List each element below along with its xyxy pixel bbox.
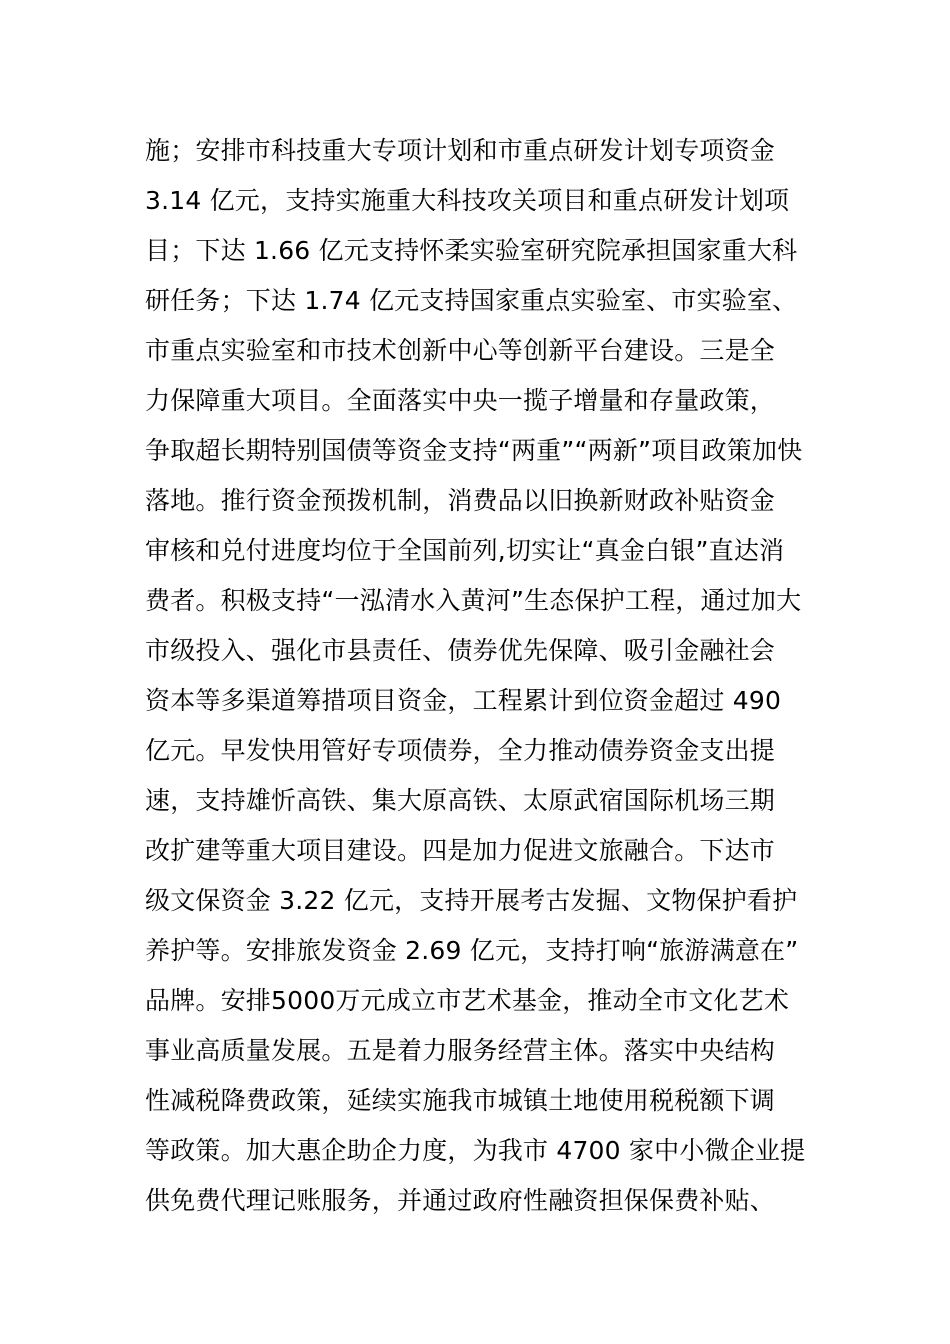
text-line: 品牌。安排5000万元成立市艺术基金，推动全市文化艺术 xyxy=(145,986,790,1015)
body-text xyxy=(145,126,825,1226)
text-line: 供免费代理记账服务，并通过政府性融资担保保费补贴、 xyxy=(145,1186,776,1215)
text-line: 审核和兑付进度均位于全国前列,切实让“真金白银”直达消 xyxy=(145,536,785,565)
text-line: 3.14 亿元，支持实施重大科技攻关项目和重点研发计划项 xyxy=(145,186,790,215)
text-line: 级文保资金 3.22 亿元，支持开展考古发掘、文物保护看护 xyxy=(145,886,798,915)
text-line: 市重点实验室和市技术创新中心等创新平台建设。三是全 xyxy=(145,336,776,365)
text-line: 费者。积极支持“一泓清水入黄河”生态保护工程，通过加大 xyxy=(145,586,802,615)
text-line: 事业高质量发展。五是着力服务经营主体。落实中央结构 xyxy=(145,1036,776,1065)
text-line: 力保障重大项目。全面落实中央一揽子增量和存量政策， xyxy=(145,386,776,415)
text-line: 性减税降费政策，延续实施我市城镇土地使用税税额下调 xyxy=(145,1086,776,1115)
text-line: 施；安排市科技重大专项计划和市重点研发计划专项资金 xyxy=(145,136,776,165)
text-line: 目；下达 1.66 亿元支持怀柔实验室研究院承担国家重大科 xyxy=(145,236,798,265)
text-line: 等政策。加大惠企助企力度，为我市 4700 家中小微企业提 xyxy=(145,1136,806,1165)
text-line: 市级投入、强化市县责任、债券优先保障、吸引金融社会 xyxy=(145,636,776,665)
text-line: 研任务；下达 1.74 亿元支持国家重点实验室、市实验室、 xyxy=(145,286,798,315)
text-line: 落地。推行资金预拨机制，消费品以旧换新财政补贴资金 xyxy=(145,486,776,515)
text-line: 资本等多渠道筹措项目资金，工程累计到位资金超过 490 xyxy=(145,686,782,715)
text-line: 速，支持雄忻高铁、集大原高铁、太原武宿国际机场三期 xyxy=(145,786,776,815)
text-line: 养护等。安排旅发资金 2.69 亿元，支持打响“旅游满意在” xyxy=(145,936,799,965)
text-line: 争取超长期特别国债等资金支持“两重”“两新”项目政策加快 xyxy=(145,436,803,465)
text-line: 亿元。早发快用管好专项债券，全力推动债券资金支出提 xyxy=(145,736,776,765)
text-line: 改扩建等重大项目建设。四是加力促进文旅融合。下达市 xyxy=(145,836,776,865)
